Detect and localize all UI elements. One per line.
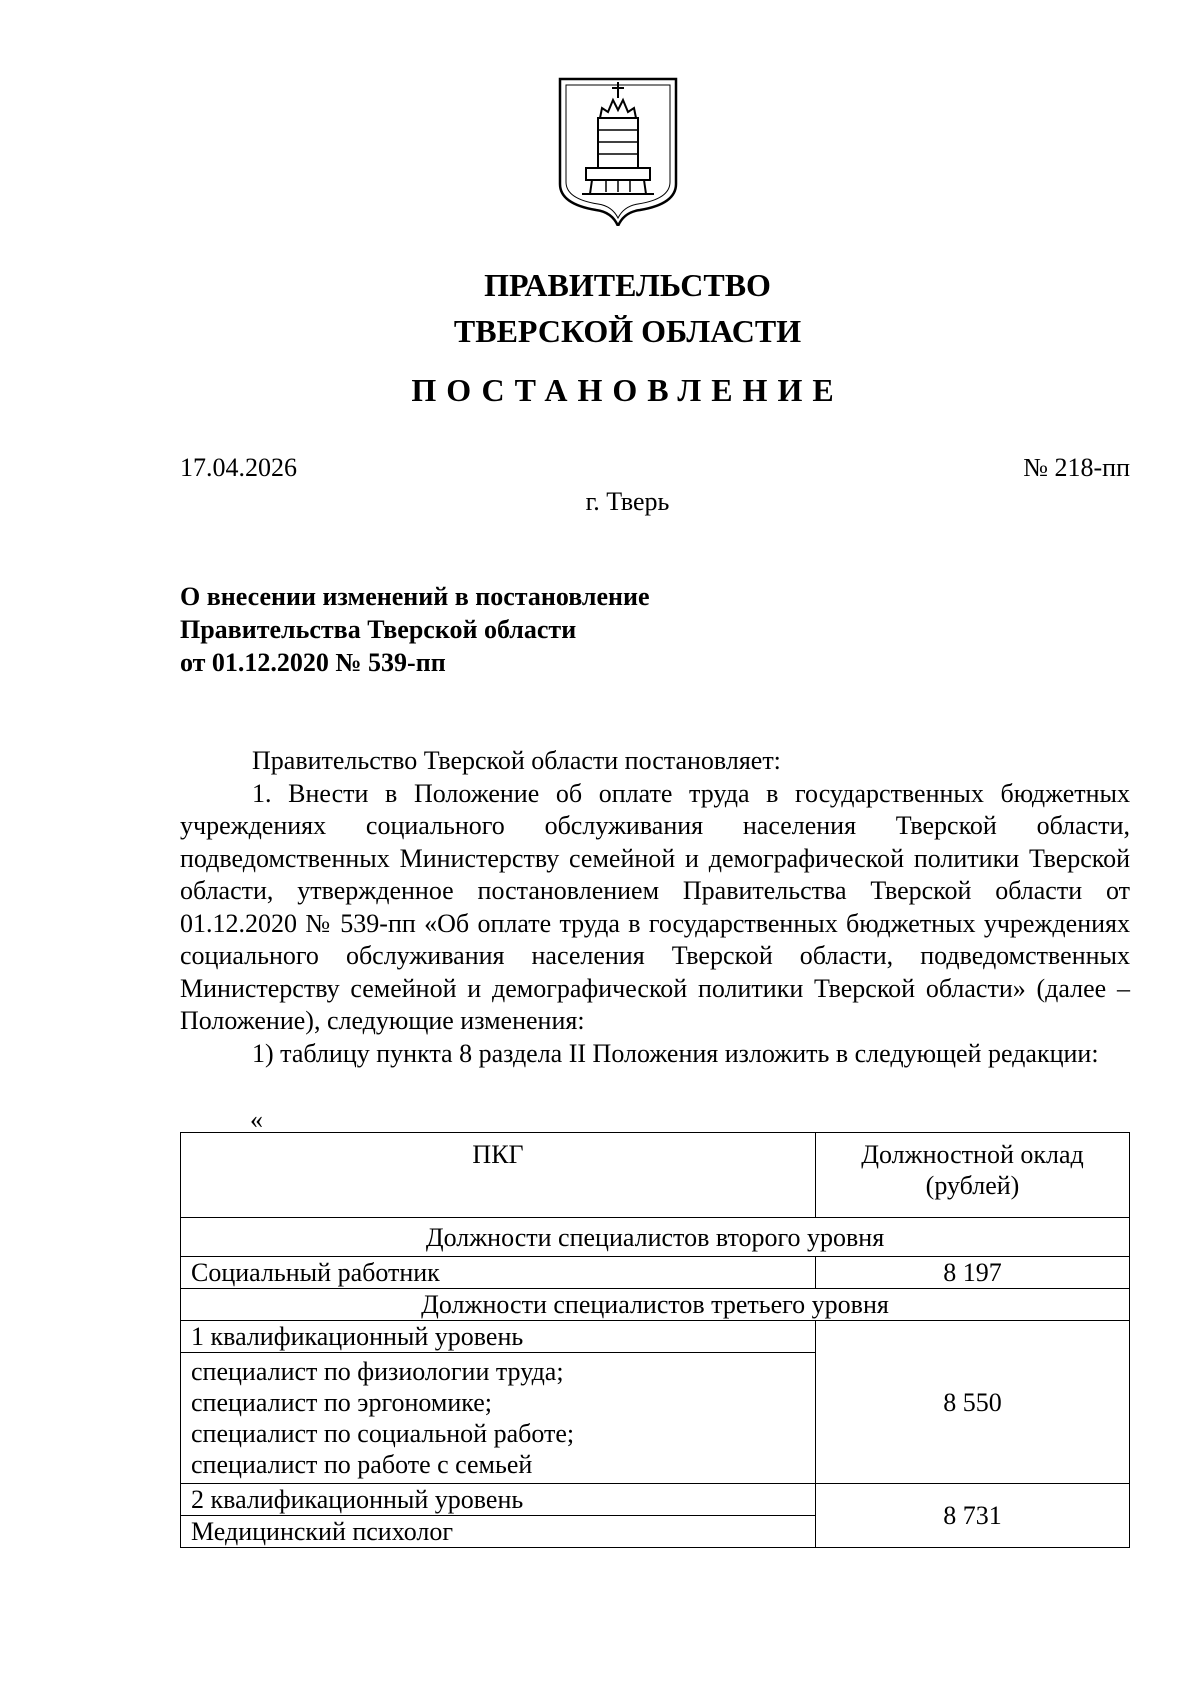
header-salary: Должностной оклад (рублей) bbox=[816, 1133, 1130, 1218]
position-item: специалист по эргономике; bbox=[191, 1388, 493, 1417]
position-medical-psychologist: Медицинский психолог bbox=[181, 1516, 816, 1548]
document-number: № 218-пп bbox=[1023, 453, 1130, 482]
level-1-positions bbox=[181, 1353, 816, 1484]
title-line-3: от 01.12.2020 № 539-пп bbox=[180, 648, 446, 677]
document-type: ПОСТАНОВЛЕНИЕ bbox=[411, 372, 844, 408]
salary-social-worker: 8 197 bbox=[816, 1257, 1130, 1289]
table-row bbox=[181, 1484, 1130, 1516]
document-date: 17.04.2026 bbox=[180, 453, 297, 482]
position-social-worker: Социальный работник bbox=[181, 1257, 816, 1289]
paragraph-preamble: Правительство Тверской области постановляет: bbox=[252, 746, 781, 775]
table-header-row bbox=[181, 1133, 1130, 1218]
org-line-1: ПРАВИТЕЛЬСТВО bbox=[484, 267, 771, 303]
salary-level-2: 8 731 bbox=[816, 1484, 1130, 1548]
header-pkg: ПКГ bbox=[181, 1133, 816, 1218]
position-item: специалист по работе с семьей bbox=[191, 1450, 533, 1479]
document-body bbox=[180, 745, 1130, 1070]
salary-table bbox=[180, 1132, 1130, 1548]
qualification-level-1: 1 квалификационный уровень bbox=[181, 1321, 816, 1353]
title-line-1: О внесении изменений в постановление bbox=[180, 582, 650, 611]
opening-quote: « bbox=[250, 1105, 263, 1134]
section-third-level: Должности специалистов третьего уровня bbox=[181, 1289, 1130, 1321]
org-line-2: ТВЕРСКОЙ ОБЛАСТИ bbox=[453, 313, 802, 349]
document-title bbox=[180, 580, 650, 679]
organization-name bbox=[0, 262, 1200, 354]
section-second-level: Должности специалистов второго уровня bbox=[181, 1218, 1130, 1257]
document-city: г. Тверь bbox=[585, 487, 670, 516]
position-item: специалист по социальной работе; bbox=[191, 1419, 575, 1448]
salary-level-1: 8 550 bbox=[816, 1321, 1130, 1484]
title-line-2: Правительства Тверской области bbox=[180, 615, 577, 644]
paragraph-subitem-1: 1) таблицу пункта 8 раздела II Положения изложить в следующей редакции: bbox=[252, 1038, 1099, 1068]
table-row bbox=[181, 1257, 1130, 1289]
qualification-level-2: 2 квалификационный уровень bbox=[181, 1484, 816, 1516]
table-row bbox=[181, 1321, 1130, 1353]
table-section-row bbox=[181, 1289, 1130, 1321]
paragraph-item-1: 1. Внести в Положение об оплате труда в государственных бюджетных учреждениях социального обслуживания населения Тверской области, подведомственных Министерству семейной и демографической политики Тверской области, утвержденное постановлением Правительства Тверской области от 01.12.2020 № 539-пп «Об оплате труда в государственных бюджетных учреждениях социального обслуживания населения Тверской области, подведомственных Министерству семейной и демографической политики Тверской области» (далее – Положение), следующие изменения: bbox=[180, 778, 1130, 1035]
table-section-row bbox=[181, 1218, 1130, 1257]
position-item: специалист по физиологии труда; bbox=[191, 1357, 564, 1386]
tver-coat-of-arms-icon bbox=[556, 76, 680, 226]
